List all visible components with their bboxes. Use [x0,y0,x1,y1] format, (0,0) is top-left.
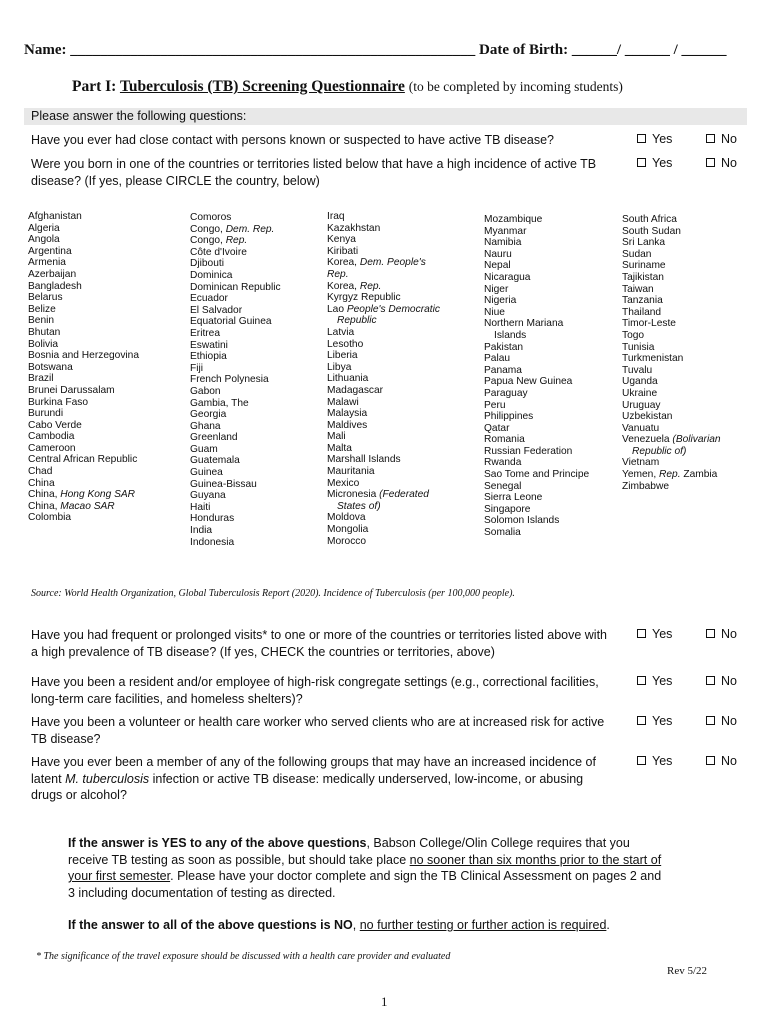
question-3: Have you had frequent or prolonged visits* to one or more of the countries or territories listed above with a high prevalence of TB disease? (If yes, CHECK the countries or territories, above) [31,628,608,659]
country-item[interactable]: Papua New Guinea [484,376,573,388]
country-item[interactable]: Uzbekistan [622,411,673,423]
country-item[interactable]: China, Macao SAR [28,500,115,512]
country-item[interactable]: Turkmenistan [622,353,684,365]
country-item[interactable]: Côte d'Ivoire [190,246,247,258]
source-citation: Source: World Health Organization, Global Tuberculosis Report (2020). Incidence of Tuberculosis (per 100,000 people). [31,588,515,599]
country-item[interactable]: Uruguay [622,399,661,411]
country-item[interactable]: Mauritania [327,466,375,478]
country-item[interactable]: Greenland [190,432,238,444]
country-item[interactable]: Azerbaijan [28,268,77,280]
country-item[interactable]: Sierra Leone [484,492,543,504]
country-column-1 [28,211,139,524]
country-item[interactable]: Zimbabwe [622,480,669,492]
q3-yes-option[interactable] [637,627,672,641]
country-item[interactable]: Senegal [484,480,522,492]
country-item[interactable]: China [28,477,55,489]
country-item[interactable]: Burkina Faso [28,396,89,408]
country-item[interactable]: Kenya [327,234,356,246]
country-item[interactable]: Comoros [190,212,232,223]
q5-no-option[interactable] [706,714,737,728]
country-item[interactable]: Bolivia [28,338,59,350]
yes-label: Yes [652,132,673,146]
checkbox-icon[interactable] [706,629,715,638]
yes-label: Yes [652,754,673,768]
country-item[interactable]: Mongolia [327,524,369,536]
country-item[interactable]: Eswatini [190,339,228,351]
country-item[interactable]: Iraq [327,211,345,222]
q6-yes-option[interactable] [637,754,672,768]
country-item[interactable]: Cambodia [28,431,75,443]
country-item[interactable]: Taiwan [622,283,654,295]
country-item[interactable]: Northern Mariana [484,318,564,330]
country-item[interactable]: Gambia, The [190,397,249,409]
question-4: Have you been a resident and/or employee of high-risk congregate settings (e.g., correctional facilities, long-term care facilities, and homeless shelters)? [31,675,599,706]
country-item[interactable]: Guinea-Bissau [190,478,257,490]
country-item[interactable]: Morocco [327,535,367,547]
country-item[interactable]: Suriname [622,260,666,272]
page-number: 1 [381,994,388,1009]
country-item[interactable]: Madagascar [327,384,384,396]
country-item[interactable]: Cabo Verde [28,419,82,431]
checkbox-icon[interactable] [637,756,646,765]
country-item[interactable]: Singapore [484,503,531,515]
name-blank[interactable]: ______________________________________________________ [70,42,476,58]
country-column-4 [484,214,589,539]
country-item-cont: Islands [494,329,527,341]
footnote: * The significance of the travel exposure should be discussed with a health care provider and evaluated [36,951,451,962]
dob-blank[interactable]: ______/ ______ / ______ [571,42,727,58]
country-item[interactable]: Botswana [28,361,73,373]
yes-label: Yes [652,627,673,641]
question-1: Have you ever had close contact with persons known or suspected to have active TB disease? [31,133,554,147]
country-item[interactable]: Philippines [484,411,534,423]
country-item[interactable]: Liberia [327,350,358,362]
question-5: Have you been a volunteer or health care worker who served clients who are at increased risk for active TB disease? [31,715,605,746]
country-item[interactable]: Mozambique [484,214,543,225]
country-item[interactable]: South Sudan [622,225,681,237]
q6-no-option[interactable] [706,754,737,768]
no-label: No [721,156,737,170]
country-item[interactable]: Panama [484,364,522,376]
country-item[interactable]: Ethiopia [190,351,227,363]
country-item[interactable]: Vanuatu [622,422,660,434]
checkbox-icon[interactable] [637,134,646,143]
country-item[interactable]: Pakistan [484,341,524,353]
country-item[interactable]: Argentina [28,245,72,257]
country-item[interactable]: Honduras [190,513,235,525]
country-item[interactable]: Mali [327,431,346,443]
country-item[interactable]: Brunei Darussalam [28,384,115,396]
country-item[interactable]: Guyana [190,490,226,502]
country-item[interactable]: Thailand [622,306,662,318]
country-item[interactable]: Congo, Rep. [190,235,248,247]
country-item[interactable]: Romania [484,434,525,446]
q5-yes-option[interactable] [637,714,672,728]
no-label: No [721,754,737,768]
info-yes-paragraph: If the answer is YES to any of the above questions, Babson College/Olin College requires that you receive TB testing as soon as possible, but should take place no sooner than six months prior to the start of your first semester. Please have your doctor complete and sign the TB Clinical Assessment on pages 2 and 3 including documentation of testing as directed. [68,836,662,900]
country-item[interactable]: Nicaragua [484,271,531,283]
country-item[interactable]: Bosnia and Herzegovina [28,350,140,362]
country-item[interactable]: Vietnam [622,457,660,469]
country-item[interactable]: Mexico [327,477,360,489]
question-2: Were you born in one of the countries or territories listed below that have a high incidence of active TB disease? (If yes, please CIRCLE the country, below) [31,157,597,188]
checkbox-icon[interactable] [637,676,646,685]
no-label: No [721,714,737,728]
country-item[interactable]: Belize [28,303,56,315]
country-item[interactable]: Sudan [622,248,652,260]
country-item[interactable]: Algeria [28,222,60,234]
country-item[interactable]: Georgia [190,409,227,421]
country-item[interactable]: South Africa [622,214,677,225]
country-item[interactable]: Indonesia [190,536,235,548]
country-column-2 [190,212,281,548]
country-item[interactable]: Togo [622,329,645,341]
question-6: Have you ever been a member of any of the following groups that may have an increased incidence of latent M. tuberculosis infection or active TB disease: medically underserved, low-income, or abusing drugs or alcohol? [31,755,596,802]
checkbox-icon[interactable] [637,629,646,638]
country-item[interactable]: Dominica [190,269,233,281]
country-item[interactable]: Malawi [327,396,359,408]
title-note: (to be completed by incoming students) [408,79,623,94]
country-item[interactable]: Niger [484,283,509,295]
dob-field[interactable] [479,42,727,59]
country-item[interactable]: Qatar [484,422,510,434]
country-item[interactable]: Dominican Republic [190,281,281,293]
country-item[interactable]: Timor-Leste [622,318,676,330]
country-item[interactable]: Bangladesh [28,280,82,292]
country-item[interactable]: Kyrgyz Republic [327,292,401,304]
country-item[interactable]: Myanmar [484,225,527,237]
country-item[interactable]: Lao People's Democratic [327,303,440,315]
country-item[interactable]: Afghanistan [28,211,82,222]
country-item[interactable]: Burundi [28,408,64,420]
country-item[interactable]: Somalia [484,527,521,539]
q1-yes-option[interactable] [637,132,672,146]
revision-label: Rev 5/22 [667,965,708,977]
q2-yes-option[interactable] [637,156,672,170]
no-label: No [721,132,737,146]
country-item[interactable]: Guinea [190,467,223,479]
q3-no-option[interactable] [706,627,737,641]
country-item[interactable]: Nauru [484,248,512,260]
country-item[interactable]: Haiti [190,501,211,513]
country-item[interactable]: Paraguay [484,387,528,399]
title-main: Tuberculosis (TB) Screening Questionnaire [119,78,405,95]
country-item[interactable]: Rwanda [484,457,522,469]
country-item[interactable]: Sao Tome and Principe [484,469,590,481]
country-item[interactable]: Equatorial Guinea [190,316,272,328]
country-item[interactable]: French Polynesia [190,374,269,386]
country-item[interactable]: Maldives [327,419,368,431]
country-item[interactable]: Kiribati [327,245,359,257]
checkbox-icon[interactable] [706,676,715,685]
country-item[interactable]: Djibouti [190,258,224,270]
country-item[interactable]: Ecuador [190,293,228,305]
title-part: Part I: [72,78,117,95]
country-item[interactable]: Malaysia [327,408,368,420]
checkbox-icon[interactable] [706,134,715,143]
name-label: Name: [24,42,67,58]
q4-no-option[interactable] [706,674,737,688]
country-item[interactable]: Bhutan [28,326,61,338]
country-item[interactable]: Uganda [622,376,658,388]
country-item[interactable]: Cameroon [28,442,76,454]
country-item-cont: Republic of) [632,445,687,457]
country-item[interactable]: Russian Federation [484,445,573,457]
country-item-cont: Republic [337,315,377,327]
country-item[interactable]: Peru [484,399,506,411]
checkbox-icon[interactable] [637,158,646,167]
country-item[interactable]: Niue [484,306,505,318]
country-item[interactable]: Eritrea [190,327,221,339]
country-item[interactable]: Tuvalu [622,364,653,376]
country-item[interactable]: Korea, Rep. [327,280,382,292]
country-item[interactable]: Korea, Dem. People's [327,257,426,269]
checkbox-icon[interactable] [706,756,715,765]
country-item[interactable]: Kazakhstan [327,222,381,234]
country-item[interactable]: Nepal [484,260,511,272]
country-item[interactable]: India [190,525,213,537]
country-item[interactable]: Colombia [28,512,72,524]
checkbox-icon[interactable] [706,716,715,725]
dob-label: Date of Birth: [479,42,569,58]
country-item[interactable]: China, Hong Kong SAR [28,489,136,501]
country-item-cont: Rep. [327,268,349,280]
country-item[interactable]: El Salvador [190,304,243,316]
country-item[interactable]: Guatemala [190,455,240,467]
country-item[interactable]: Lesotho [327,338,364,350]
country-item[interactable]: Namibia [484,237,522,249]
country-item[interactable]: Moldova [327,512,366,524]
country-item[interactable]: Malta [327,442,352,454]
country-column-5 [622,214,721,492]
country-item[interactable]: Ghana [190,420,221,432]
page-title [72,78,732,96]
no-label: No [721,627,737,641]
name-field[interactable] [24,42,475,59]
country-item[interactable]: Guam [190,443,218,455]
country-item[interactable]: Congo, Dem. Rep. [190,223,275,235]
country-item[interactable]: Yemen, Rep. Zambia [622,469,718,481]
country-item[interactable]: Brazil [28,373,54,385]
q2-no-option[interactable] [706,156,737,170]
country-item[interactable]: Angola [28,234,60,246]
instructions-bar: Please answer the following questions: [24,108,747,125]
country-item[interactable]: Fiji [190,362,204,374]
country-item[interactable]: Marshall Islands [327,454,401,466]
no-label: No [721,674,737,688]
country-item[interactable]: Palau [484,353,511,365]
country-item[interactable]: Sri Lanka [622,237,666,249]
yes-label: Yes [652,714,673,728]
country-item[interactable]: Central African Republic [28,454,138,466]
country-item[interactable]: Tajikistan [622,271,664,283]
q4-yes-option[interactable] [637,674,672,688]
country-item[interactable]: Chad [28,466,53,478]
country-item[interactable]: Nigeria [484,295,517,307]
country-item[interactable]: Lithuania [327,373,369,385]
country-item-cont: States of) [337,500,381,512]
country-item[interactable]: Tanzania [622,295,663,307]
country-column-3 [327,211,440,547]
info-no-paragraph: If the answer to all of the above questions is NO, no further testing or further action is required. [68,918,610,932]
country-item[interactable]: Venezuela (Bolivarian [622,434,721,446]
country-item[interactable]: Tunisia [622,341,655,353]
country-item[interactable]: Solomon Islands [484,515,560,527]
checkbox-icon[interactable] [637,716,646,725]
country-item[interactable]: Belarus [28,292,63,304]
country-item[interactable]: Gabon [190,385,221,397]
country-item[interactable]: Micronesia (Federated [327,489,429,501]
checkbox-icon[interactable] [706,158,715,167]
country-item[interactable]: Armenia [28,257,66,269]
country-item[interactable]: Latvia [327,326,355,338]
yes-label: Yes [652,156,673,170]
country-item[interactable]: Ukraine [622,387,658,399]
q1-no-option[interactable] [706,132,737,146]
yes-label: Yes [652,674,673,688]
country-item[interactable]: Benin [28,315,55,327]
country-item[interactable]: Libya [327,361,352,373]
